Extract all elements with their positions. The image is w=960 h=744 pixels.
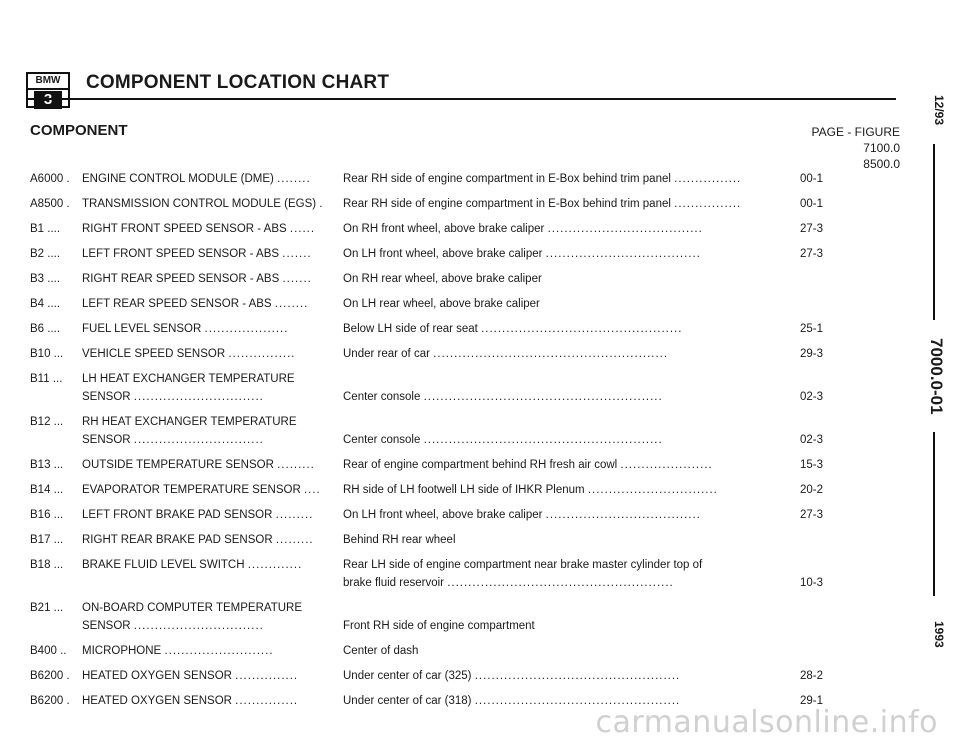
component-location: Rear RH side of engine compartment in E-Box behind trim panel <box>343 173 671 185</box>
component-code: A6000 <box>30 173 64 185</box>
component-name: TRANSMISSION CONTROL MODULE (EGS) <box>82 198 317 210</box>
component-location: Center of dash <box>343 645 419 657</box>
component-code: B10 <box>30 348 51 360</box>
name-leader-dots: ........ <box>277 173 311 185</box>
component-name-cell <box>82 556 370 574</box>
component-name-cell <box>82 617 370 635</box>
component-name: LEFT FRONT BRAKE PAD SENSOR <box>82 509 273 521</box>
component-name: EVAPORATOR TEMPERATURE SENSOR <box>82 484 301 496</box>
component-name-cell <box>82 220 370 238</box>
component-name: BRAKE FLUID LEVEL SWITCH <box>82 559 245 571</box>
component-code: B18 <box>30 559 51 571</box>
component-code: B6 <box>30 323 45 335</box>
component-location-cell <box>343 270 827 288</box>
name-leader-dots: ......... <box>275 509 314 521</box>
component-location: On LH rear wheel, above brake caliper <box>343 298 540 310</box>
title-rule <box>26 98 896 100</box>
component-code: A8500 <box>30 198 64 210</box>
component-code: B2 <box>30 248 45 260</box>
component-location: Center console <box>343 391 421 403</box>
page-figure-ref: 29-1 <box>800 695 824 707</box>
name-leader-dots: ........ <box>274 298 309 310</box>
component-name: SENSOR <box>82 434 131 446</box>
component-location: Center console <box>343 434 421 446</box>
code-separator: . <box>66 695 70 707</box>
component-location: Rear of engine compartment behind RH fresh air cowl <box>343 459 618 471</box>
component-location: Below LH side of rear seat <box>343 323 478 335</box>
component-location-cell <box>343 642 827 660</box>
location-leader-dots: ................................................ <box>481 323 683 335</box>
code-separator: .... <box>47 223 61 235</box>
component-name: HEATED OXYGEN SENSOR <box>82 670 232 682</box>
side-rule-bottom <box>933 432 935 596</box>
side-year: 1993 <box>932 620 946 648</box>
component-name: MICROPHONE <box>82 645 162 657</box>
side-date: 12/93 <box>932 94 946 126</box>
location-leader-dots: ..................................... <box>545 509 701 521</box>
component-location: On LH front wheel, above brake caliper <box>343 509 543 521</box>
location-leader-dots: ................................................. <box>474 695 681 707</box>
component-code: B1 <box>30 223 45 235</box>
component-location-cell <box>343 170 827 188</box>
component-location-cell <box>343 320 827 338</box>
component-name-cell <box>82 370 370 388</box>
component-location-cell <box>343 456 827 474</box>
component-location-cell <box>343 345 827 363</box>
component-location: On RH front wheel, above brake caliper <box>343 223 545 235</box>
component-name-cell <box>82 431 370 449</box>
page-figure-ref: 20-2 <box>800 484 824 496</box>
page-figure-ref: 00-1 <box>800 173 824 185</box>
component-name: SENSOR <box>82 391 131 403</box>
component-location: Front RH side of engine compartment <box>343 620 535 632</box>
code-separator: .... <box>47 298 61 310</box>
component-name: FUEL LEVEL SENSOR <box>82 323 202 335</box>
side-section: 7000.0-01 <box>927 337 946 415</box>
code-separator: ... <box>53 348 64 360</box>
location-leader-dots: ..................................... <box>547 223 703 235</box>
name-leader-dots: ......... <box>275 534 314 546</box>
component-name: LH HEAT EXCHANGER TEMPERATURE <box>82 373 295 385</box>
component-code: B13 <box>30 459 51 471</box>
component-name-cell <box>82 599 370 617</box>
page-figure-ref: 27-3 <box>800 248 824 260</box>
code-separator: ... <box>53 416 64 428</box>
code-separator: .... <box>47 248 61 260</box>
page-figure-ref: 25-1 <box>800 323 824 335</box>
component-name-cell <box>82 195 370 213</box>
code-separator: ... <box>53 534 64 546</box>
code-separator: ... <box>53 459 64 471</box>
component-location: Under center of car (325) <box>343 670 472 682</box>
component-code: B6200 <box>30 670 64 682</box>
component-code: B3 <box>30 273 45 285</box>
component-heading: COMPONENT <box>30 122 128 139</box>
component-name: LEFT FRONT SPEED SENSOR - ABS <box>82 248 280 260</box>
location-leader-dots: ...................... <box>620 459 713 471</box>
page-figure-ref: 15-3 <box>800 459 824 471</box>
location-leader-dots: ..................................... <box>545 248 701 260</box>
location-leader-dots: ................................................. <box>474 670 681 682</box>
code-separator: .. <box>60 645 67 657</box>
location-leader-dots: ............................... <box>587 484 718 496</box>
location-leader-dots: ........................................................ <box>433 348 669 360</box>
component-code: B4 <box>30 298 45 310</box>
name-leader-dots: ............................... <box>133 434 264 446</box>
page-column: 7100.0 <box>863 141 900 155</box>
page-figure-label: PAGE - FIGURE <box>811 125 900 139</box>
component-code: B21 <box>30 602 51 614</box>
component-code: B400 <box>30 645 57 657</box>
name-leader-dots: ............................... <box>133 391 264 403</box>
logo-model <box>34 91 62 109</box>
name-leader-dots: . <box>319 198 324 210</box>
page-figure-ref: 27-3 <box>800 509 824 521</box>
code-separator: . <box>66 198 70 210</box>
component-name: LEFT REAR SPEED SENSOR - ABS <box>82 298 272 310</box>
component-location: brake fluid reservoir <box>343 577 444 589</box>
name-leader-dots: ............................... <box>133 620 264 632</box>
component-location: RH side of LH footwell LH side of IHKR Plenum <box>343 484 585 496</box>
component-name: VEHICLE SPEED SENSOR <box>82 348 226 360</box>
component-location-cell <box>343 481 827 499</box>
component-location-cell <box>343 556 827 574</box>
component-location-cell <box>343 220 827 238</box>
component-code: B16 <box>30 509 51 521</box>
component-name-cell <box>82 270 370 288</box>
location-leader-dots: ......................................................... <box>423 391 663 403</box>
component-name-cell <box>82 413 370 431</box>
component-location-cell <box>343 195 827 213</box>
component-name: RH HEAT EXCHANGER TEMPERATURE <box>82 416 297 428</box>
component-location-cell <box>343 245 827 263</box>
component-name: RIGHT REAR SPEED SENSOR - ABS <box>82 273 280 285</box>
component-name-cell <box>82 295 370 313</box>
component-name-cell <box>82 692 370 710</box>
location-leader-dots: ...................................................... <box>447 577 674 589</box>
code-separator: . <box>66 173 70 185</box>
component-name-cell <box>82 245 370 263</box>
logo-brand: BMW <box>28 74 68 90</box>
name-leader-dots: ............... <box>235 670 299 682</box>
component-location-cell <box>343 574 827 592</box>
page-figure-ref: 10-3 <box>800 577 824 589</box>
component-location: Under center of car (318) <box>343 695 472 707</box>
component-name-cell <box>82 345 370 363</box>
component-location: Behind RH rear wheel <box>343 534 456 546</box>
component-location: Rear RH side of engine compartment in E-Box behind trim panel <box>343 198 671 210</box>
name-leader-dots: ...... <box>289 223 316 235</box>
component-name-cell <box>82 642 370 660</box>
component-code: B12 <box>30 416 51 428</box>
component-name: SENSOR <box>82 620 131 632</box>
component-code: B11 <box>30 373 50 385</box>
location-leader-dots: ................ <box>674 173 742 185</box>
name-leader-dots: ....... <box>282 273 312 285</box>
component-name: OUTSIDE TEMPERATURE SENSOR <box>82 459 274 471</box>
name-leader-dots: .......................... <box>164 645 274 657</box>
code-separator: .... <box>47 323 61 335</box>
name-leader-dots: ....... <box>282 248 312 260</box>
component-location: On LH front wheel, above brake caliper <box>343 248 543 260</box>
component-name: ON-BOARD COMPUTER TEMPERATURE <box>82 602 303 614</box>
name-leader-dots: ............... <box>235 695 299 707</box>
component-name-cell <box>82 506 370 524</box>
code-separator: ... <box>53 509 64 521</box>
component-name: RIGHT REAR BRAKE PAD SENSOR <box>82 534 273 546</box>
code-separator: . <box>66 670 70 682</box>
page-figure-ref: 02-3 <box>800 391 824 403</box>
page-figure-ref: 28-2 <box>800 670 824 682</box>
component-name-cell <box>82 388 370 406</box>
component-location-cell <box>343 531 827 549</box>
component-name-cell <box>82 320 370 338</box>
component-name-cell <box>82 456 370 474</box>
page-figure-ref: 29-3 <box>800 348 824 360</box>
code-separator: ... <box>53 484 64 496</box>
name-leader-dots: ......... <box>277 459 315 471</box>
page-figure-ref: 27-3 <box>800 223 824 235</box>
figure-column: 8500.0 <box>863 157 900 171</box>
page-title: COMPONENT LOCATION CHART <box>86 72 390 93</box>
page-figure-columns <box>760 140 900 172</box>
component-name-cell <box>82 170 370 188</box>
component-code: B14 <box>30 484 51 496</box>
code-separator: ... <box>53 602 64 614</box>
code-separator: ... <box>52 373 63 385</box>
location-leader-dots: ......................................................... <box>423 434 663 446</box>
component-location-cell <box>343 667 827 685</box>
side-margin-label <box>922 80 946 670</box>
code-separator: ... <box>53 559 64 571</box>
component-name: ENGINE CONTROL MODULE (DME) <box>82 173 274 185</box>
name-leader-dots: .................... <box>204 323 289 335</box>
code-separator: .... <box>47 273 61 285</box>
component-location-cell <box>343 506 827 524</box>
component-location: Rear LH side of engine compartment near brake master cylinder top of <box>343 559 703 571</box>
component-code: B17 <box>30 534 51 546</box>
component-name: HEATED OXYGEN SENSOR <box>82 695 232 707</box>
watermark: carmanualsonline.info <box>595 705 938 740</box>
location-leader-dots: ................ <box>674 198 742 210</box>
bmw-3-logo <box>26 72 70 108</box>
component-name-cell <box>82 531 370 549</box>
component-name: RIGHT FRONT SPEED SENSOR - ABS <box>82 223 287 235</box>
component-name-cell <box>82 667 370 685</box>
page-figure-heading <box>760 124 900 172</box>
component-location-cell <box>343 431 827 449</box>
name-leader-dots: ................ <box>228 348 296 360</box>
component-location-cell <box>343 388 827 406</box>
component-code: B6200 <box>30 695 64 707</box>
component-location-cell <box>343 617 827 635</box>
side-rule-top <box>933 144 935 320</box>
component-location-cell <box>343 295 827 313</box>
name-leader-dots: .... <box>303 484 321 496</box>
component-name-cell <box>82 481 370 499</box>
page-figure-ref: 00-1 <box>800 198 824 210</box>
page-figure-ref: 02-3 <box>800 434 824 446</box>
component-location: Under rear of car <box>343 348 430 360</box>
name-leader-dots: ............. <box>247 559 303 571</box>
component-location: On RH rear wheel, above brake caliper <box>343 273 542 285</box>
